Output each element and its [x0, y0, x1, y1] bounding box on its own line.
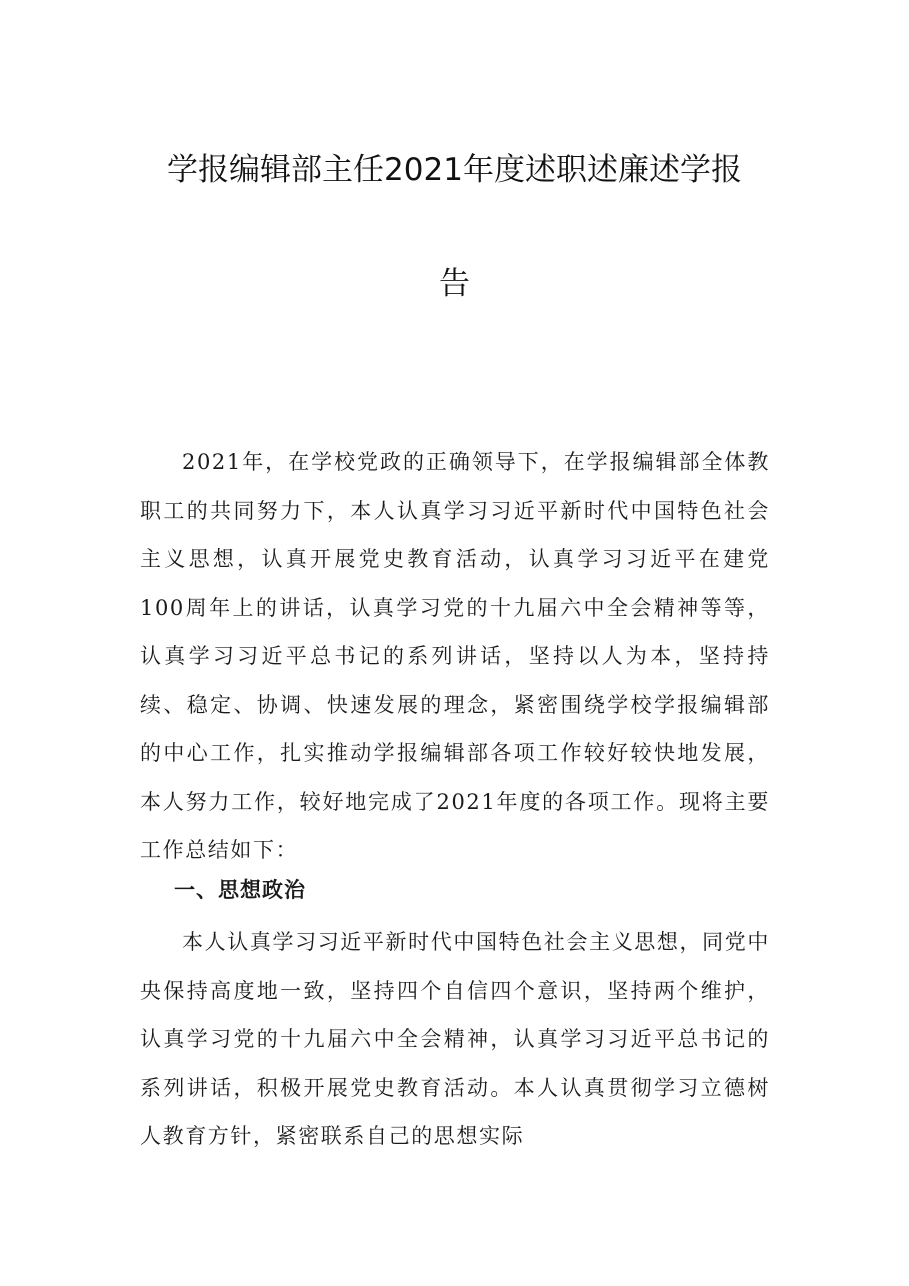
section-heading-ideology: 一、思想政治: [174, 878, 306, 902]
paragraph-ideology: 本人认真学习习近平新时代中国特色社会主义思想，同党中央保持高度地一致，坚持四个自信四个意识，坚持两个维护，认真学习党的十九届六中全会精神，认真学习习近平总书记的系列讲话，积极开展党史教育活动。本人认真贯彻学习立德树人教育方针，紧密联系自己的思想实际: [140, 930, 770, 1148]
document-title-line-1: 学报编辑部主任2021年度述职述廉述学报: [167, 152, 742, 188]
paragraph-intro: 2021年，在学校党政的正确领导下，在学报编辑部全体教职工的共同努力下，本人认真学习习近平新时代中国特色社会主义思想，认真开展党史教育活动，认真学习习近平在建党100周年上的讲话，认真学习党的十九届六中全会精神等等，认真学习习近平总书记的系列讲话，坚持以人为本，坚持持续、稳定、协调、快速发展的理念，紧密围绕学校学报编辑部的中心工作，扎实推动学报编辑部各项工作较好较快地发展，本人努力工作，较好地完成了2021年度的各项工作。现将主要工作总结如下：: [140, 450, 770, 862]
document-title-line-2: 告: [439, 266, 470, 302]
